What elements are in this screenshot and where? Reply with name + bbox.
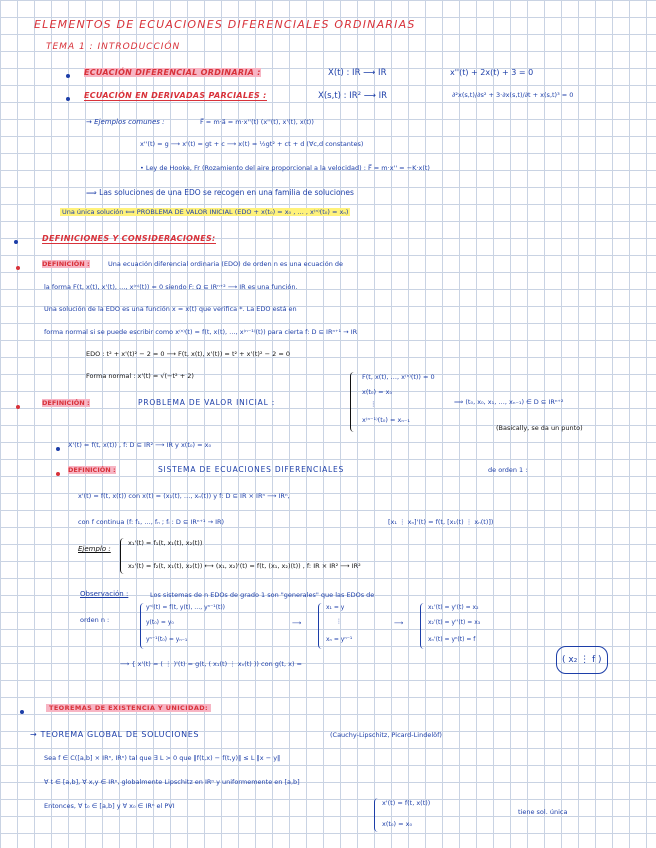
- pvi-title: PROBLEMA DE VALOR INICIAL :: [138, 398, 276, 407]
- obs-brace-mid: [318, 603, 324, 649]
- sistema-line1: x'(t) = f(t, x(t)) con x(t) = (x₁(t), …, xₙ(t)) y f: D ⊆ IR × IRⁿ ⟶ IRⁿ,: [78, 492, 290, 500]
- ejemplos-integration: x''(t) = g ⟶ x'(t) = gt + c ⟶ x(t) = ½gt² + ct + d (∀c,d constantes): [140, 140, 364, 148]
- bullet: [66, 97, 70, 101]
- obs-mid-c: xₙ = yⁿ⁻¹: [326, 636, 353, 643]
- definiciones-heading: DEFINICIONES Y CONSIDERACIONES:: [42, 234, 216, 243]
- edo-example: x''(t) + 2x(t) + 3 = 0: [450, 68, 534, 77]
- bullet: [20, 710, 24, 714]
- obs-final-vector: ( x₂ ⋮ f ): [556, 646, 608, 674]
- observacion-label: Observación :: [80, 590, 129, 598]
- ejemplo-brace: [120, 538, 126, 574]
- bullet: [16, 266, 20, 270]
- def1-line4: forma normal si se puede escribir como x⁽ⁿ⁾(t) = f(t, x(t), …, x⁽ⁿ⁻¹⁾(t)) para cierta f: D ⊆ IRⁿ⁺¹ → IR: [44, 328, 358, 336]
- edp-label: ECUACIÓN EN DERIVADAS PARCIALES :: [84, 91, 267, 100]
- teorema-pvi-1: x'(t) = f(t, x(t)): [382, 799, 431, 807]
- problema-valor-inicial-intro: Una única solución ⟺ PROBLEMA DE VALOR INICIAL (EDO + x(t₀) = x₀ , … , x⁽ⁿ⁾(t₀) = xₙ): [62, 208, 349, 216]
- teorema-pvi-brace: [374, 798, 380, 832]
- obs-sys-b: y(t₀) = y₀: [146, 619, 174, 626]
- ejemplo-eq1: x₁'(t) = f₁(t, x₁(t), x₂(t)): [128, 539, 203, 547]
- obs-sys-c: yⁿ⁻¹(t₀) = yₙ₋₁: [146, 636, 188, 643]
- sistema-line2: con f continua (f: f₁, …, fₙ ; fᵢ : D ⊆ IRⁿ⁺¹ → IR): [78, 518, 225, 526]
- pvi-note: (Basically, se da un punto): [496, 424, 583, 432]
- observacion-line2: orden n :: [80, 616, 110, 624]
- def1-line2: la forma F(t, x(t), x'(t), …, x⁽ⁿ⁾(t)) = 0 siendo F: Ω ⊆ IRⁿ⁺² ⟶ IR es una función.: [44, 283, 298, 291]
- pvi-condition: ⟹ (t₀, x₀, x₁, …, xₙ₋₁) ∈ D ⊆ IRⁿ⁺²: [454, 398, 564, 406]
- pvi-sys-3: ⋮: [370, 400, 377, 408]
- tema-heading: TEMA 1 : INTRODUCCIÓN: [46, 42, 181, 52]
- hooke-law: • Ley de Hooke, Fr (Rozamiento del aire proporcional a la velocidad) : F⃗ = m·x'' = −K·x(t): [140, 164, 430, 172]
- def1-line3: Una solución de la EDO es una función x = x(t) que verifica *. La EDO está en: [44, 305, 297, 313]
- ejemplo-label: Ejemplo :: [78, 545, 111, 553]
- sistema-vector: [x₁ ⋮ xₙ]'(t) = f(t, [x₁(t) ⋮ xₙ(t)]): [388, 518, 494, 526]
- page-title: ELEMENTOS DE ECUACIONES DIFERENCIALES ORDINARIAS: [34, 18, 416, 31]
- obs-right-c: xₙ'(t) = yⁿ(t) = f: [428, 636, 476, 643]
- observacion-line1: Los sistemas de n EDOs de grado 1 son "generales" que las EDOs de: [150, 591, 375, 599]
- edo-label: ECUACIÓN DIFERENCIAL ORDINARIA :: [84, 68, 261, 77]
- ejemplo-eq2: x₂'(t) = f₂(t, x₁(t), x₂(t)) ⟷ (x₁, x₂)'(t) = f(t, (x₁, x₂)(t)) , f: IR × IR² ⟶ IR²: [128, 562, 361, 570]
- teorema-line1: Sea f ∈ C([a,b] × IRⁿ, IRⁿ) tal que ∃ L > 0 que ‖f(t,x) − f(t,y)‖ ≤ L ‖x − y‖: [44, 754, 281, 762]
- obs-right-a: x₁'(t) = y'(t) = x₂: [428, 604, 479, 611]
- obs-mid-a: x₁ = y: [326, 604, 345, 611]
- sistema-title: SISTEMA DE ECUACIONES DIFERENCIALES: [158, 465, 345, 474]
- bullet: [66, 74, 70, 78]
- def1-normal-form: Forma normal : x'(t) = √(−t² + 2): [86, 372, 194, 380]
- sistema-order: de orden 1 :: [488, 466, 528, 474]
- edp-example: ∂²x(s,t)/∂s² + 3·∂x(s,t)/∂t + x(s,t)³ = 0: [452, 91, 574, 99]
- ejemplos-newton: F⃗ = m·a⃗ = m·x''(t) (x''(t), x'(t), x(t)): [200, 118, 314, 126]
- edo-formula: X(t) : IR ⟶ IR: [328, 68, 387, 78]
- teorema-line3: Entonces, ∀ t₀ ∈ [a,b] y ∀ x₀ ∈ IRⁿ el PVI: [44, 802, 175, 810]
- definicion-label: DEFINICIÓN :: [68, 466, 116, 474]
- obs-arrow-1: ⟶: [292, 619, 302, 627]
- teorema-pvi-2: x(t₀) = x₀: [382, 820, 413, 828]
- bullet: [14, 240, 18, 244]
- edp-formula: X(s,t) : IR² ⟶ IR: [318, 91, 388, 101]
- pvi-sys-2: x(t₀) = x₀: [362, 388, 393, 396]
- teorema-line2: ∀ t ∈ [a,b], ∀ x,y ∈ IRⁿ, globalmente Lipschitz en IRⁿ y uniformemente en [a,b]: [44, 778, 300, 786]
- familia-soluciones: ⟹ Las soluciones de una EDO se recogen en una familia de soluciones: [86, 188, 354, 197]
- teoremas-heading: TEOREMAS DE EXISTENCIA Y UNICIDAD:: [46, 704, 211, 712]
- obs-right-b: x₂'(t) = y''(t) = x₃: [428, 619, 481, 626]
- pvi-first-order: X'(t) = f(t, x(t)) , f: D ⊆ IR² ⟶ IR y x(t₀) = x₀: [68, 441, 212, 449]
- pvi-sys-4: x⁽ⁿ⁻¹⁾(t₀) = xₙ₋₁: [362, 416, 410, 424]
- obs-mid-b: ⋮: [336, 618, 342, 625]
- obs-final: ⟶ { x'(t) = ( ⋮ )'(t) = g(t, ( x₁(t) ⋮ xₙ(t) )) con g(t, x) =: [120, 660, 302, 668]
- obs-brace-right: [420, 603, 426, 649]
- def1-example: EDO : t² + x'(t)² − 2 = 0 ⟶ F(t, x(t), x'(t)) = t² + x'(t)² − 2 = 0: [86, 350, 290, 358]
- bullet: [56, 472, 60, 476]
- definicion-label: DEFINICIÓN :: [42, 399, 90, 407]
- bullet: [16, 405, 20, 409]
- def1-line1: Una ecuación diferencial ordinaria (EDO) de orden n es una ecuación de: [108, 260, 344, 268]
- teorema-global-authors: (Cauchy-Lipschitz, Picard-Lindelöf): [330, 731, 442, 739]
- teorema-unica: tiene sol. única: [518, 808, 568, 816]
- bullet: [56, 447, 60, 451]
- obs-arrow-2: ⟶: [394, 619, 404, 627]
- definicion-label: DEFINICIÓN :: [42, 260, 90, 268]
- teorema-global-title: → TEOREMA GLOBAL DE SOLUCIONES: [30, 730, 200, 739]
- pvi-sys-1: F(t, x(t), …, x⁽ⁿ⁾(t)) = 0: [362, 373, 435, 381]
- obs-sys-a: yⁿ⁾(t) = f(t, y(t), …, yⁿ⁻¹(t)): [146, 604, 226, 611]
- ejemplos-label: → Ejemplos comunes :: [86, 118, 165, 126]
- pvi-brace: [350, 372, 357, 432]
